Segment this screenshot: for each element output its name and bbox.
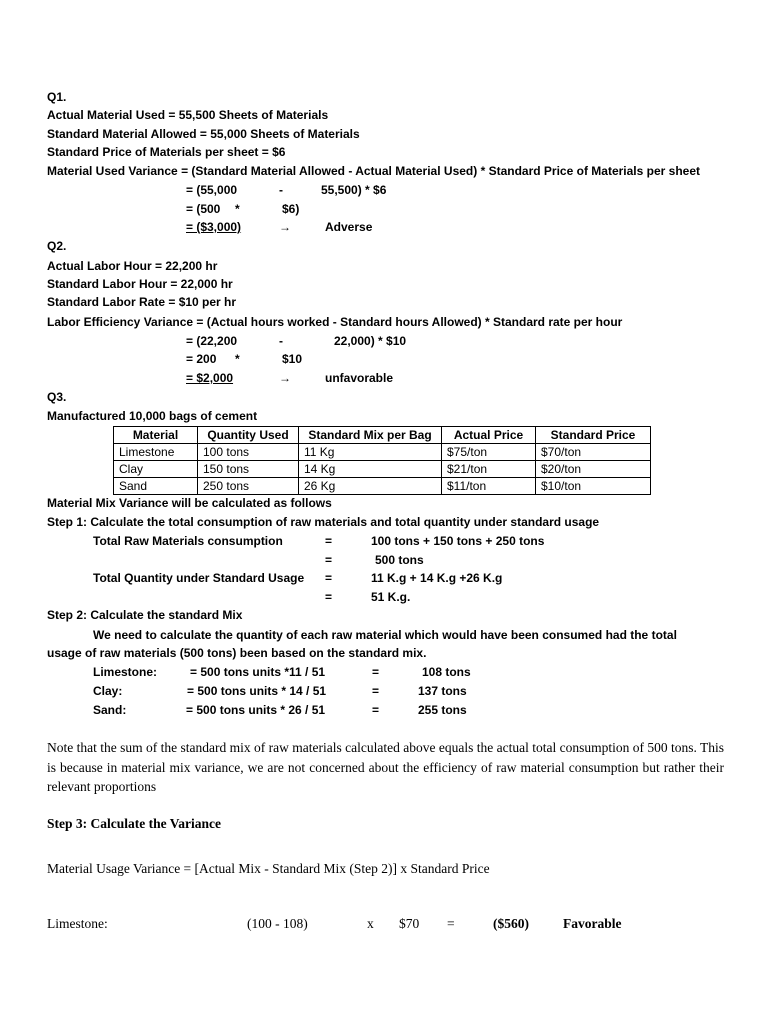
limestone-name: Limestone: [47,916,108,931]
table-cell: $75/ton [442,444,536,461]
materials-table [113,426,651,495]
standard-usage-label: Total Quantity under Standard Usage [93,571,305,585]
mix-row-eq: = [372,703,380,717]
q1-standard-price: Standard Price of Materials per sheet = $6 [47,145,286,159]
q2-calc2-c: $10 [282,352,303,366]
q2-standard-rate: Standard Labor Rate = $10 per hr [47,295,237,309]
limestone-eq: = [447,916,455,931]
mix-row-result: 108 tons [422,665,471,679]
q1-result-line [186,220,372,234]
q1-calc1-c: 55,500) * $6 [321,183,387,197]
q1-result-value: = ($3,000) [186,220,242,234]
q2-calc1-c: 22,000) * $10 [334,334,407,348]
limestone-times: x [367,916,374,931]
raw-total-value: 500 tons [375,553,424,567]
q1-actual-material: Actual Material Used = 55,500 Sheets of Materials [47,108,329,122]
table-row [114,478,651,495]
mix-variance-intro: Material Mix Variance will be calculated as follows [47,496,332,510]
q1-formula: Material Used Variance = (Standard Material Allowed - Actual Material Used) * Standard Price of Materials per sheet [47,164,700,178]
q2-calc2-b: * [235,352,240,366]
q2-calc1-b: - [279,334,283,348]
q2-result-value: = $2,000 [186,371,234,385]
q2-standard-hours: Standard Labor Hour = 22,000 hr [47,277,233,291]
mix-row-calc: = 500 tons units * 14 / 51 [187,684,327,698]
col-standard-mix: Standard Mix per Bag [299,427,442,444]
table-cell: 11 Kg [299,444,442,461]
q2-actual-hours: Actual Labor Hour = 22,200 hr [47,259,218,273]
raw-consumption-label: Total Raw Materials consumption [93,534,283,548]
mix-row-eq: = [372,665,380,679]
mix-row-calc: = 500 tons units * 26 / 51 [186,703,326,717]
q3-heading: Q3. [47,390,67,404]
mix-row-eq: = [372,684,380,698]
q1-calc2-a: = (500 [186,202,221,216]
step2-title: Step 2: Calculate the standard Mix [47,608,243,622]
mix-row-result: 137 tons [418,684,467,698]
mix-row-name: Limestone: [93,665,158,679]
q2-result-line [186,371,398,385]
table-cell: $70/ton [536,444,651,461]
table-cell: $21/ton [442,461,536,478]
step2-text-line1: We need to calculate the quantity of each raw material which would have been consumed had the total [93,628,677,642]
standard-usage-value: 11 K.g + 14 K.g +26 K.g [371,571,503,585]
mix-row-name: Sand: [93,703,127,717]
q2-heading: Q2. [47,239,67,253]
col-standard-price: Standard Price [536,427,651,444]
raw-consumption-eq: = [325,534,333,548]
table-cell: $10/ton [536,478,651,495]
raw-total-eq: = [325,553,333,567]
q2-calc1-a: = (22,200 [186,334,238,348]
limestone-price: $70 [399,916,420,931]
limestone-calc: (100 - 108) [247,916,308,931]
step2-text-line2: usage of raw materials (500 tons) been based on the standard mix. [47,646,427,660]
mix-row-calc: = 500 tons units *11 / 51 [190,665,326,679]
standard-total-eq: = [325,590,333,604]
table-cell: 150 tons [198,461,299,478]
table-row [114,461,651,478]
limestone-result: ($560) [493,916,529,931]
q2-result-label: unfavorable [325,371,394,385]
mix-row-result: 255 tons [418,703,467,717]
q1-heading: Q1. [47,90,67,104]
table-cell: $11/ton [442,478,536,495]
mix-row-name: Clay: [93,684,123,698]
right-arrow-icon: → [279,220,291,234]
step1-title: Step 1: Calculate the total consumption of raw materials and total quantity under standard usage [47,515,600,529]
col-material: Material [114,427,198,444]
limestone-label: Favorable [563,916,622,931]
table-cell: 14 Kg [299,461,442,478]
table-cell: Clay [114,461,198,478]
table-cell: 100 tons [198,444,299,461]
table-row [114,444,651,461]
q1-result-label: Adverse [325,220,373,234]
step3-title: Step 3: Calculate the Variance [47,816,221,831]
q1-calc2-b: * [235,202,240,216]
usage-variance-formula: Material Usage Variance = [Actual Mix - Standard Mix (Step 2)] x Standard Price [47,861,490,876]
q1-calc2-c: $6) [282,202,300,216]
table-cell: $20/ton [536,461,651,478]
q1-calc1-b: - [279,183,283,197]
table-cell: Limestone [114,444,198,461]
col-actual-price: Actual Price [442,427,536,444]
q1-calc1-a: = (55,000 [186,183,238,197]
table-cell: 26 Kg [299,478,442,495]
right-arrow-icon: → [279,371,291,385]
table-header-row [114,427,651,444]
q2-calc2-a: = 200 [186,352,217,366]
q2-formula: Labor Efficiency Variance = (Actual hours worked - Standard hours Allowed) * Standard rate per hour [47,315,623,329]
table-cell: Sand [114,478,198,495]
standard-total-value: 51 K.g. [371,590,411,604]
q1-standard-material: Standard Material Allowed = 55,000 Sheets of Materials [47,127,360,141]
standard-usage-eq: = [325,571,333,585]
col-quantity-used: Quantity Used [198,427,299,444]
q3-manufactured: Manufactured 10,000 bags of cement [47,409,258,423]
note-paragraph: Note that the sum of the standard mix of raw materials calculated above equals the actual total consumption of 500 tons. This is because in material mix variance, we are not concerned about the efficiency of raw material consumption but rather their relevant proportions [47,740,724,794]
raw-consumption-value: 100 tons + 150 tons + 250 tons [371,534,545,548]
table-cell: 250 tons [198,478,299,495]
